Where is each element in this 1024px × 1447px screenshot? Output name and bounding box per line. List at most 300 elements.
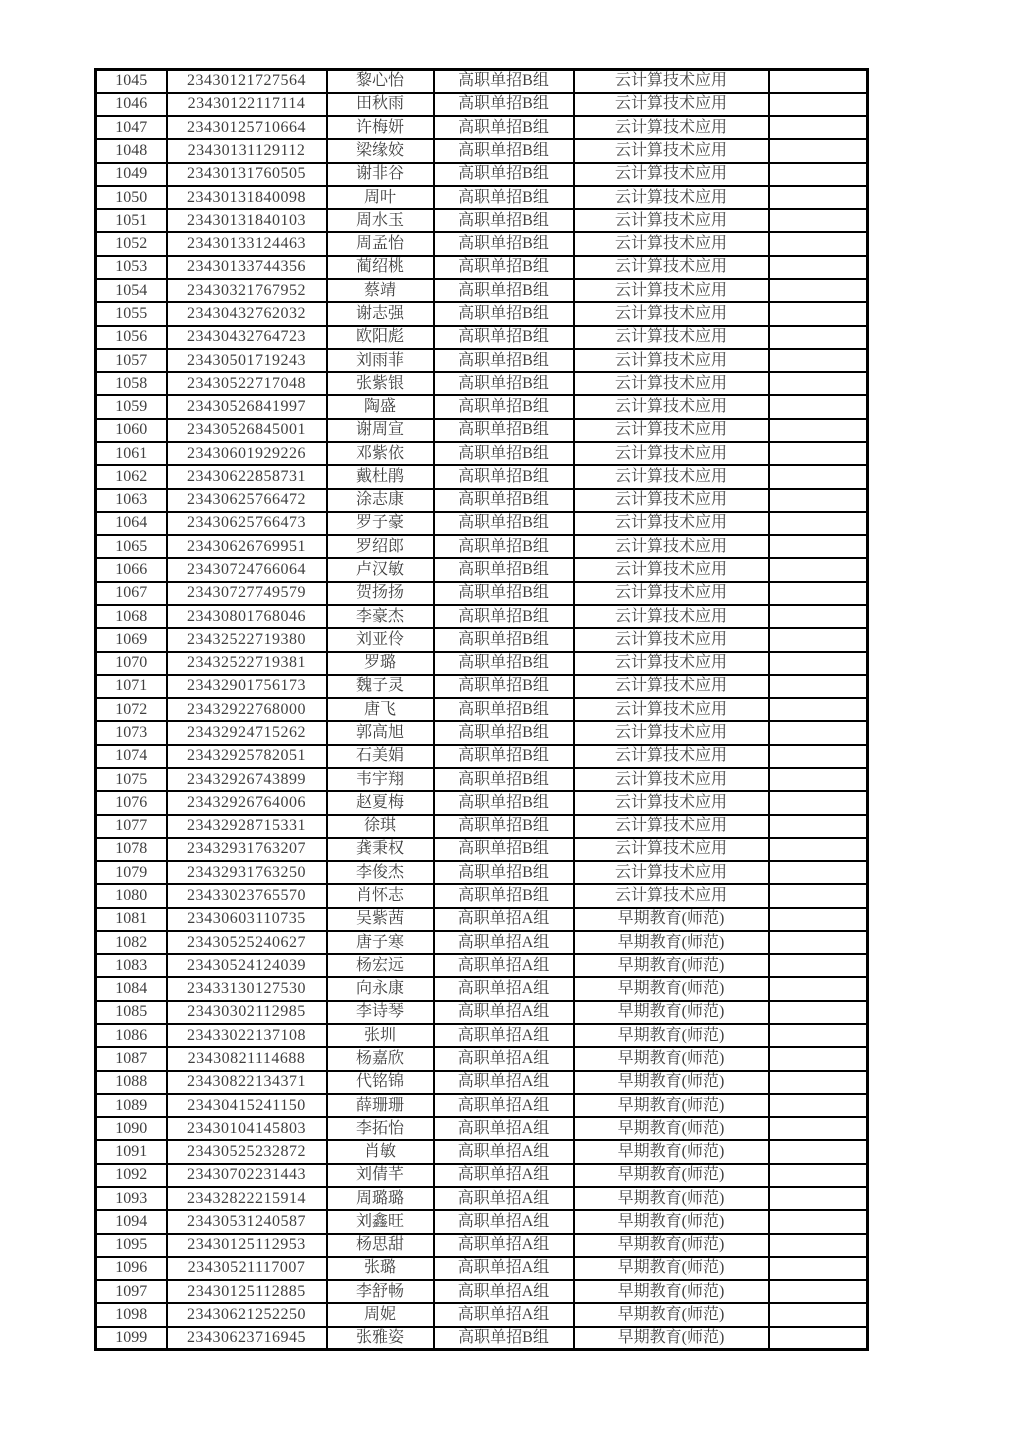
table-row <box>96 628 868 651</box>
exam-id-cell: 23433023765570 <box>167 884 327 907</box>
row-number-cell: 1090 <box>96 1117 167 1140</box>
exam-group-cell: 高职单招B组 <box>434 489 574 512</box>
remark-cell <box>769 442 868 465</box>
table-row <box>96 558 868 581</box>
exam-group-cell: 高职单招B组 <box>434 698 574 721</box>
major-cell: 云计算技术应用 <box>574 861 769 884</box>
exam-id-cell: 23430432762032 <box>167 302 327 325</box>
major-cell: 早期教育(师范) <box>574 1117 769 1140</box>
exam-id-cell: 23430125112885 <box>167 1280 327 1303</box>
remark-cell <box>769 489 868 512</box>
major-cell: 云计算技术应用 <box>574 745 769 768</box>
remark-cell <box>769 116 868 139</box>
exam-id-cell: 23430125112953 <box>167 1234 327 1257</box>
exam-group-cell: 高职单招A组 <box>434 1094 574 1117</box>
row-number-cell: 1056 <box>96 326 167 349</box>
candidate-name-cell: 卢汉敏 <box>327 558 434 581</box>
exam-group-cell: 高职单招B组 <box>434 326 574 349</box>
exam-group-cell: 高职单招B组 <box>434 186 574 209</box>
exam-group-cell: 高职单招A组 <box>434 1303 574 1326</box>
table-row <box>96 489 868 512</box>
exam-id-cell: 23430131840098 <box>167 186 327 209</box>
exam-id-cell: 23430603110735 <box>167 908 327 931</box>
candidate-name-cell: 周孟怡 <box>327 232 434 255</box>
row-number-cell: 1053 <box>96 256 167 279</box>
major-cell: 云计算技术应用 <box>574 302 769 325</box>
exam-id-cell: 23430623716945 <box>167 1327 327 1350</box>
candidate-name-cell: 杨宏远 <box>327 954 434 977</box>
remark-cell <box>769 279 868 302</box>
table-row <box>96 582 868 605</box>
exam-group-cell: 高职单招B组 <box>434 628 574 651</box>
candidate-name-cell: 魏子灵 <box>327 675 434 698</box>
row-number-cell: 1052 <box>96 232 167 255</box>
candidate-name-cell: 张圳 <box>327 1024 434 1047</box>
row-number-cell: 1047 <box>96 116 167 139</box>
major-cell: 云计算技术应用 <box>574 838 769 861</box>
table-row <box>96 1140 868 1163</box>
major-cell: 早期教育(师范) <box>574 1303 769 1326</box>
row-number-cell: 1089 <box>96 1094 167 1117</box>
table-row <box>96 652 868 675</box>
major-cell: 云计算技术应用 <box>574 675 769 698</box>
exam-group-cell: 高职单招B组 <box>434 815 574 838</box>
exam-group-cell: 高职单招B组 <box>434 279 574 302</box>
candidate-name-cell: 周璐璐 <box>327 1187 434 1210</box>
major-cell: 云计算技术应用 <box>574 605 769 628</box>
exam-id-cell: 23430625766472 <box>167 489 327 512</box>
exam-id-cell: 23432522719381 <box>167 652 327 675</box>
table-row <box>96 442 868 465</box>
exam-id-cell: 23432924715262 <box>167 721 327 744</box>
exam-group-cell: 高职单招B组 <box>434 582 574 605</box>
candidate-name-cell: 邓紫依 <box>327 442 434 465</box>
candidate-name-cell: 杨嘉欣 <box>327 1047 434 1070</box>
table-row <box>96 745 868 768</box>
major-cell: 云计算技术应用 <box>574 395 769 418</box>
candidate-name-cell: 杨思甜 <box>327 1234 434 1257</box>
row-number-cell: 1066 <box>96 558 167 581</box>
table-row <box>96 1280 868 1303</box>
remark-cell <box>769 1187 868 1210</box>
exam-id-cell: 23430321767952 <box>167 279 327 302</box>
major-cell: 早期教育(师范) <box>574 1024 769 1047</box>
exam-id-cell: 23430432764723 <box>167 326 327 349</box>
remark-cell <box>769 558 868 581</box>
candidate-name-cell: 陶盛 <box>327 395 434 418</box>
table-row <box>96 768 868 791</box>
remark-cell <box>769 1164 868 1187</box>
candidate-name-cell: 李俊杰 <box>327 861 434 884</box>
major-cell: 云计算技术应用 <box>574 116 769 139</box>
row-number-cell: 1072 <box>96 698 167 721</box>
row-number-cell: 1094 <box>96 1210 167 1233</box>
remark-cell <box>769 1234 868 1257</box>
remark-cell <box>769 1047 868 1070</box>
major-cell: 早期教育(师范) <box>574 1257 769 1280</box>
major-cell: 云计算技术应用 <box>574 326 769 349</box>
candidate-name-cell: 谢志强 <box>327 302 434 325</box>
remark-cell <box>769 512 868 535</box>
table-row <box>96 256 868 279</box>
table-row <box>96 908 868 931</box>
major-cell: 早期教育(师范) <box>574 1187 769 1210</box>
major-cell: 云计算技术应用 <box>574 209 769 232</box>
major-cell: 云计算技术应用 <box>574 628 769 651</box>
remark-cell <box>769 1327 868 1350</box>
exam-group-cell: 高职单招B组 <box>434 70 574 93</box>
major-cell: 早期教育(师范) <box>574 1140 769 1163</box>
row-number-cell: 1088 <box>96 1071 167 1094</box>
table-row <box>96 209 868 232</box>
candidate-name-cell: 石美娟 <box>327 745 434 768</box>
major-cell: 云计算技术应用 <box>574 372 769 395</box>
exam-id-cell: 23432931763250 <box>167 861 327 884</box>
table-body <box>96 70 868 1350</box>
candidate-name-cell: 梁缘姣 <box>327 139 434 162</box>
major-cell: 云计算技术应用 <box>574 279 769 302</box>
exam-id-cell: 23430501719243 <box>167 349 327 372</box>
exam-group-cell: 高职单招A组 <box>434 1257 574 1280</box>
candidate-name-cell: 戴杜鹃 <box>327 465 434 488</box>
remark-cell <box>769 1024 868 1047</box>
major-cell: 云计算技术应用 <box>574 139 769 162</box>
candidate-name-cell: 谢周宣 <box>327 419 434 442</box>
exam-group-cell: 高职单招A组 <box>434 1001 574 1024</box>
row-number-cell: 1078 <box>96 838 167 861</box>
exam-group-cell: 高职单招B组 <box>434 861 574 884</box>
table-row <box>96 1187 868 1210</box>
row-number-cell: 1084 <box>96 977 167 1000</box>
row-number-cell: 1076 <box>96 791 167 814</box>
candidate-name-cell: 贺扬扬 <box>327 582 434 605</box>
major-cell: 云计算技术应用 <box>574 558 769 581</box>
row-number-cell: 1092 <box>96 1164 167 1187</box>
exam-group-cell: 高职单招B组 <box>434 721 574 744</box>
exam-group-cell: 高职单招A组 <box>434 1187 574 1210</box>
exam-group-cell: 高职单招B组 <box>434 349 574 372</box>
remark-cell <box>769 139 868 162</box>
exam-id-cell: 23433130127530 <box>167 977 327 1000</box>
remark-cell <box>769 1071 868 1094</box>
exam-group-cell: 高职单招B组 <box>434 209 574 232</box>
major-cell: 云计算技术应用 <box>574 721 769 744</box>
exam-id-cell: 23430104145803 <box>167 1117 327 1140</box>
remark-cell <box>769 698 868 721</box>
candidate-name-cell: 黎心怡 <box>327 70 434 93</box>
major-cell: 云计算技术应用 <box>574 512 769 535</box>
exam-id-cell: 23432925782051 <box>167 745 327 768</box>
exam-id-cell: 23430525232872 <box>167 1140 327 1163</box>
candidate-name-cell: 薛珊珊 <box>327 1094 434 1117</box>
row-number-cell: 1046 <box>96 93 167 116</box>
remark-cell <box>769 768 868 791</box>
exam-group-cell: 高职单招A组 <box>434 1140 574 1163</box>
remark-cell <box>769 908 868 931</box>
row-number-cell: 1050 <box>96 186 167 209</box>
candidate-name-cell: 肖敏 <box>327 1140 434 1163</box>
exam-group-cell: 高职单招B组 <box>434 395 574 418</box>
exam-group-cell: 高职单招A组 <box>434 954 574 977</box>
table-row <box>96 791 868 814</box>
remark-cell <box>769 232 868 255</box>
row-number-cell: 1097 <box>96 1280 167 1303</box>
exam-group-cell: 高职单招B组 <box>434 139 574 162</box>
major-cell: 云计算技术应用 <box>574 232 769 255</box>
row-number-cell: 1045 <box>96 70 167 93</box>
row-number-cell: 1071 <box>96 675 167 698</box>
exam-id-cell: 23430524124039 <box>167 954 327 977</box>
major-cell: 云计算技术应用 <box>574 163 769 186</box>
exam-id-cell: 23430801768046 <box>167 605 327 628</box>
exam-group-cell: 高职单招B组 <box>434 605 574 628</box>
remark-cell <box>769 326 868 349</box>
row-number-cell: 1070 <box>96 652 167 675</box>
table-row <box>96 1001 868 1024</box>
exam-id-cell: 23432926764006 <box>167 791 327 814</box>
row-number-cell: 1079 <box>96 861 167 884</box>
row-number-cell: 1064 <box>96 512 167 535</box>
exam-group-cell: 高职单招B组 <box>434 884 574 907</box>
row-number-cell: 1057 <box>96 349 167 372</box>
table-row <box>96 861 868 884</box>
exam-group-cell: 高职单招B组 <box>434 535 574 558</box>
exam-group-cell: 高职单招A组 <box>434 1047 574 1070</box>
exam-id-cell: 23430702231443 <box>167 1164 327 1187</box>
candidate-name-cell: 吴紫茜 <box>327 908 434 931</box>
exam-group-cell: 高职单招B组 <box>434 558 574 581</box>
remark-cell <box>769 815 868 838</box>
major-cell: 云计算技术应用 <box>574 768 769 791</box>
exam-id-cell: 23432822215914 <box>167 1187 327 1210</box>
row-number-cell: 1074 <box>96 745 167 768</box>
major-cell: 云计算技术应用 <box>574 791 769 814</box>
table-row <box>96 116 868 139</box>
remark-cell <box>769 1001 868 1024</box>
table-row <box>96 279 868 302</box>
exam-group-cell: 高职单招B组 <box>434 768 574 791</box>
exam-id-cell: 23430621252250 <box>167 1303 327 1326</box>
major-cell: 早期教育(师范) <box>574 908 769 931</box>
exam-id-cell: 23430521117007 <box>167 1257 327 1280</box>
table-row <box>96 1094 868 1117</box>
exam-group-cell: 高职单招B组 <box>434 791 574 814</box>
table-row <box>96 698 868 721</box>
table-row <box>96 931 868 954</box>
table-row <box>96 326 868 349</box>
exam-id-cell: 23430133124463 <box>167 232 327 255</box>
table-row <box>96 93 868 116</box>
remark-cell <box>769 372 868 395</box>
candidate-name-cell: 向永康 <box>327 977 434 1000</box>
row-number-cell: 1054 <box>96 279 167 302</box>
table-row <box>96 838 868 861</box>
exam-id-cell: 23430415241150 <box>167 1094 327 1117</box>
major-cell: 早期教育(师范) <box>574 1280 769 1303</box>
exam-group-cell: 高职单招A组 <box>434 1071 574 1094</box>
table-row <box>96 815 868 838</box>
table-row <box>96 465 868 488</box>
row-number-cell: 1069 <box>96 628 167 651</box>
remark-cell <box>769 465 868 488</box>
candidate-name-cell: 刘雨菲 <box>327 349 434 372</box>
exam-id-cell: 23432522719380 <box>167 628 327 651</box>
remark-cell <box>769 1303 868 1326</box>
row-number-cell: 1073 <box>96 721 167 744</box>
remark-cell <box>769 977 868 1000</box>
exam-group-cell: 高职单招A组 <box>434 977 574 1000</box>
major-cell: 早期教育(师范) <box>574 1094 769 1117</box>
exam-group-cell: 高职单招B组 <box>434 465 574 488</box>
exam-id-cell: 23430625766473 <box>167 512 327 535</box>
exam-id-cell: 23430133744356 <box>167 256 327 279</box>
row-number-cell: 1099 <box>96 1327 167 1350</box>
candidate-name-cell: 李舒畅 <box>327 1280 434 1303</box>
candidate-name-cell: 刘鑫旺 <box>327 1210 434 1233</box>
candidate-name-cell: 李拓怡 <box>327 1117 434 1140</box>
exam-id-cell: 23430131840103 <box>167 209 327 232</box>
remark-cell <box>769 209 868 232</box>
remark-cell <box>769 884 868 907</box>
exam-id-cell: 23430821114688 <box>167 1047 327 1070</box>
exam-group-cell: 高职单招B组 <box>434 232 574 255</box>
major-cell: 早期教育(师范) <box>574 977 769 1000</box>
exam-id-cell: 23433022137108 <box>167 1024 327 1047</box>
row-number-cell: 1058 <box>96 372 167 395</box>
remark-cell <box>769 791 868 814</box>
row-number-cell: 1067 <box>96 582 167 605</box>
candidate-name-cell: 周叶 <box>327 186 434 209</box>
row-number-cell: 1063 <box>96 489 167 512</box>
exam-group-cell: 高职单招A组 <box>434 908 574 931</box>
remark-cell <box>769 582 868 605</box>
remark-cell <box>769 721 868 744</box>
row-number-cell: 1081 <box>96 908 167 931</box>
table-row <box>96 1164 868 1187</box>
table-row <box>96 302 868 325</box>
exam-group-cell: 高职单招B组 <box>434 116 574 139</box>
row-number-cell: 1051 <box>96 209 167 232</box>
major-cell: 早期教育(师范) <box>574 1234 769 1257</box>
major-cell: 早期教育(师范) <box>574 1164 769 1187</box>
major-cell: 早期教育(师范) <box>574 1047 769 1070</box>
row-number-cell: 1055 <box>96 302 167 325</box>
table-row <box>96 1327 868 1350</box>
exam-group-cell: 高职单招B组 <box>434 838 574 861</box>
candidate-name-cell: 周水玉 <box>327 209 434 232</box>
row-number-cell: 1048 <box>96 139 167 162</box>
table-row <box>96 1234 868 1257</box>
row-number-cell: 1062 <box>96 465 167 488</box>
row-number-cell: 1065 <box>96 535 167 558</box>
row-number-cell: 1085 <box>96 1001 167 1024</box>
row-number-cell: 1086 <box>96 1024 167 1047</box>
row-number-cell: 1077 <box>96 815 167 838</box>
major-cell: 云计算技术应用 <box>574 419 769 442</box>
remark-cell <box>769 675 868 698</box>
row-number-cell: 1091 <box>96 1140 167 1163</box>
exam-group-cell: 高职单招A组 <box>434 1024 574 1047</box>
row-number-cell: 1075 <box>96 768 167 791</box>
candidate-name-cell: 肖怀志 <box>327 884 434 907</box>
table-row <box>96 395 868 418</box>
exam-group-cell: 高职单招A组 <box>434 1117 574 1140</box>
table-row <box>96 232 868 255</box>
remark-cell <box>769 256 868 279</box>
candidate-name-cell: 许梅妍 <box>327 116 434 139</box>
major-cell: 云计算技术应用 <box>574 652 769 675</box>
table-row <box>96 675 868 698</box>
exam-group-cell: 高职单招B组 <box>434 442 574 465</box>
candidate-name-cell: 刘倩芊 <box>327 1164 434 1187</box>
remark-cell <box>769 419 868 442</box>
remark-cell <box>769 302 868 325</box>
exam-id-cell: 23430526845001 <box>167 419 327 442</box>
exam-id-cell: 23432928715331 <box>167 815 327 838</box>
row-number-cell: 1049 <box>96 163 167 186</box>
table-row <box>96 349 868 372</box>
exam-group-cell: 高职单招A组 <box>434 931 574 954</box>
major-cell: 云计算技术应用 <box>574 256 769 279</box>
candidate-name-cell: 徐琪 <box>327 815 434 838</box>
major-cell: 早期教育(师范) <box>574 1001 769 1024</box>
exam-id-cell: 23430724766064 <box>167 558 327 581</box>
major-cell: 云计算技术应用 <box>574 442 769 465</box>
candidate-name-cell: 周妮 <box>327 1303 434 1326</box>
candidate-name-cell: 欧阳彪 <box>327 326 434 349</box>
table-row <box>96 1071 868 1094</box>
row-number-cell: 1068 <box>96 605 167 628</box>
exam-group-cell: 高职单招A组 <box>434 1280 574 1303</box>
exam-id-cell: 23430131129112 <box>167 139 327 162</box>
exam-id-cell: 23432931763207 <box>167 838 327 861</box>
candidate-name-cell: 李诗琴 <box>327 1001 434 1024</box>
exam-id-cell: 23430131760505 <box>167 163 327 186</box>
major-cell: 云计算技术应用 <box>574 93 769 116</box>
candidates-table <box>94 68 869 1351</box>
table-row <box>96 139 868 162</box>
row-number-cell: 1096 <box>96 1257 167 1280</box>
candidate-name-cell: 代铭锦 <box>327 1071 434 1094</box>
exam-group-cell: 高职单招B组 <box>434 675 574 698</box>
exam-id-cell: 23432926743899 <box>167 768 327 791</box>
table-row <box>96 186 868 209</box>
candidate-name-cell: 郭高旭 <box>327 721 434 744</box>
exam-id-cell: 23432922768000 <box>167 698 327 721</box>
row-number-cell: 1080 <box>96 884 167 907</box>
remark-cell <box>769 1257 868 1280</box>
row-number-cell: 1059 <box>96 395 167 418</box>
candidate-name-cell: 韦宇翔 <box>327 768 434 791</box>
table-row <box>96 1303 868 1326</box>
candidate-name-cell: 赵夏梅 <box>327 791 434 814</box>
remark-cell <box>769 745 868 768</box>
exam-id-cell: 23430622858731 <box>167 465 327 488</box>
exam-id-cell: 23430522717048 <box>167 372 327 395</box>
exam-id-cell: 23430121727564 <box>167 70 327 93</box>
exam-group-cell: 高职单招B组 <box>434 652 574 675</box>
remark-cell <box>769 395 868 418</box>
major-cell: 云计算技术应用 <box>574 489 769 512</box>
candidate-name-cell: 龚秉权 <box>327 838 434 861</box>
major-cell: 云计算技术应用 <box>574 582 769 605</box>
exam-group-cell: 高职单招B组 <box>434 163 574 186</box>
major-cell: 早期教育(师范) <box>574 1327 769 1350</box>
major-cell: 早期教育(师范) <box>574 1210 769 1233</box>
remark-cell <box>769 931 868 954</box>
row-number-cell: 1093 <box>96 1187 167 1210</box>
table-row <box>96 512 868 535</box>
